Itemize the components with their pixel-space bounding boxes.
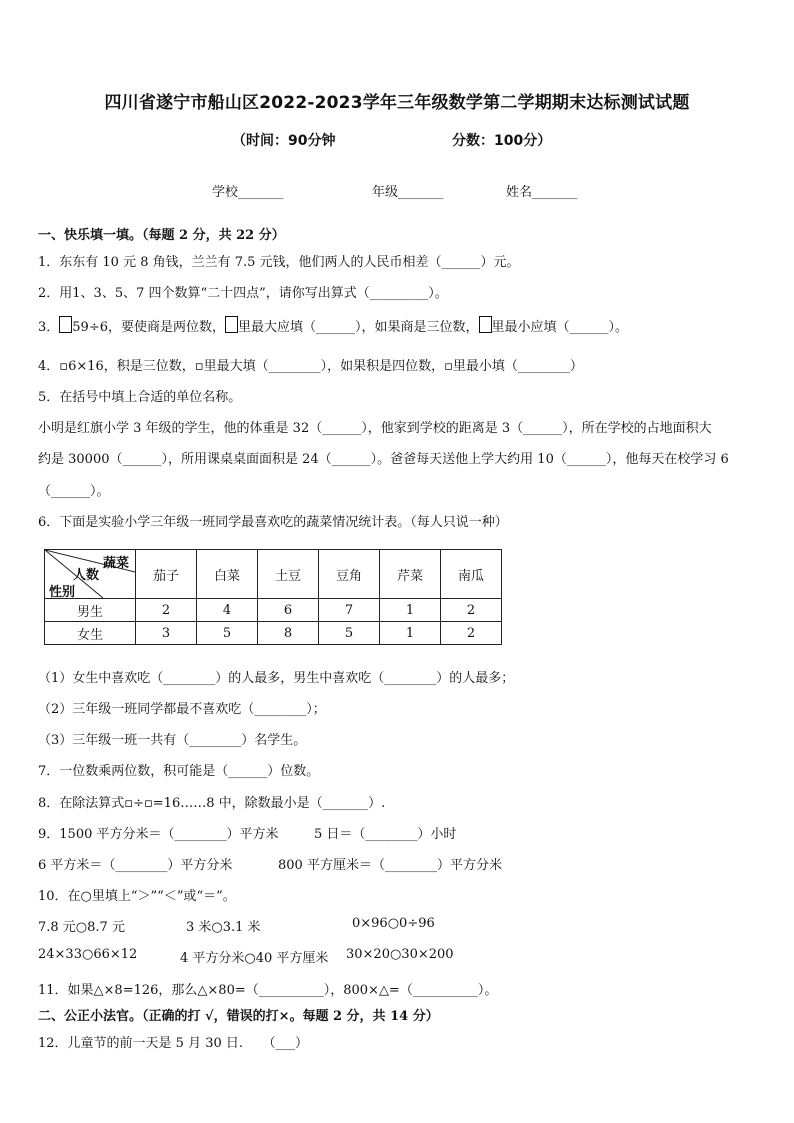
table-cell: 5 [197,622,258,645]
grade-field[interactable]: 年级_______ [372,185,444,200]
question-6-sub-2: （2）三年级一班同学都最不喜欢吃（________）； [38,702,326,717]
table-cell: 7 [319,599,380,622]
table-cell: 2 [441,599,502,622]
time-label: （时间：90分钟 [232,133,336,149]
table-corner-header [45,550,136,599]
compare-item: 7.8 元○8.7 元 [38,920,125,935]
section-1-heading: 一、快乐填一填。（每题 2 分，共 22 分） [38,228,285,243]
table-cell: 1 [380,599,441,622]
table-cell: 2 [441,622,502,645]
column-header: 豆角 [319,550,380,599]
section-2-heading: 二、公正小法官。（正确的打 √，错误的打×。每题 2 分，共 14 分） [38,1009,439,1024]
question-9-b: 5 日＝（________）小时 [314,827,457,842]
compare-item: 0×96○0÷96 [352,916,435,931]
question-6-sub-3: （3）三年级一班一共有（________）名学生。 [38,733,307,748]
score-label: 分数：100分） [452,133,552,149]
table-cell: 6 [258,599,319,622]
question-2: 2．用1、3、5、7 四个数算“二十四点”，请你写出算式（_________）。 [38,286,448,301]
q3-part-d: 里最小应填（______）。 [491,320,629,335]
column-header: 白菜 [197,550,258,599]
table-cell: 4 [197,599,258,622]
question-10-stem: 10．在○里填上“＞”“＜”或“＝”。 [38,889,236,904]
q3-part-c: 里最大应填（______），如果商是三位数， [238,320,479,335]
table-row [45,599,502,622]
column-header: 芹菜 [380,550,441,599]
question-11: 11．如果△×8=126，那么△×80=（__________），800×△=（__________）。 [38,983,498,998]
vegetable-table [44,549,502,645]
corner-people-label: 人数 [73,568,100,583]
question-7: 7．一位数乘两位数，积可能是（______）位数。 [38,764,320,779]
question-6-sub-1: （1）女生中喜欢吃（________）的人最多，男生中喜欢吃（________）的人最多； [38,671,515,686]
column-header: 南瓜 [441,550,502,599]
question-9-a: 9．1500 平方分米＝（________）平方米 [38,827,279,842]
blank-box-icon [479,316,492,333]
blank-box-icon [225,316,238,333]
question-6-stem: 6．下面是实验小学三年级一班同学最喜欢吃的蔬菜情况统计表。（每人只说一种） [38,515,508,530]
question-5-line-2: 约是 30000（______），所用课桌桌面面积是 24（______）。爸爸每天送他上学大约用 10（______），他每天在校学习 6 [38,452,729,467]
question-8: 8．在除法算式▫÷▫=16……8 中，除数最小是（_______）. [38,796,386,811]
question-5-line-3: （______）。 [38,484,110,499]
question-5-line-1: 小明是红旗小学 3 年级的学生，他的体重是 32（______），他家到学校的距离是 3（______），所在学校的占地面积大 [38,421,712,436]
question-5-stem: 5．在括号中填上合适的单位名称。 [38,390,242,405]
school-field[interactable]: 学校_______ [212,185,284,200]
q3-number: 3． [38,320,60,335]
question-12: 12．儿童节的前一天是 5 月 30 日. （___） [38,1036,309,1051]
table-cell: 2 [136,599,197,622]
compare-item: 24×33○66×12 [38,947,138,962]
name-field[interactable]: 姓名_______ [506,185,578,200]
column-header: 土豆 [258,550,319,599]
question-3 [38,316,628,335]
table-cell: 5 [319,622,380,645]
question-9-c: 6 平方米＝（________）平方分米 [38,858,233,873]
row-label: 男生 [45,599,136,622]
table-cell: 3 [136,622,197,645]
question-9-d: 800 平方厘米＝（________）平方分米 [278,858,502,873]
corner-veg-label: 蔬菜 [103,556,130,571]
table-cell: 1 [380,622,441,645]
table-row [45,622,502,645]
page-title: 四川省遂宁市船山区2022-2023学年三年级数学第二学期期末达标测试试题 [104,93,690,113]
compare-item: 30×20○30×200 [346,947,454,962]
question-4: 4．▫6×16，积是三位数，▫里最大填（________），如果积是四位数，▫里最小填（________） [38,359,583,374]
compare-item: 3 米○3.1 米 [186,920,261,935]
q3-part-b: 59÷6，要使商是两位数， [72,320,225,335]
compare-item: 4 平方分米○40 平方厘米 [180,951,329,966]
table-cell: 8 [258,622,319,645]
blank-box-icon [59,316,72,333]
column-header: 茄子 [136,550,197,599]
row-label: 女生 [45,622,136,645]
question-1: 1．东东有 10 元 8 角钱，兰兰有 7.5 元钱，他们两人的人民币相差（______）元。 [38,255,520,270]
corner-sex-label: 性别 [49,585,76,600]
